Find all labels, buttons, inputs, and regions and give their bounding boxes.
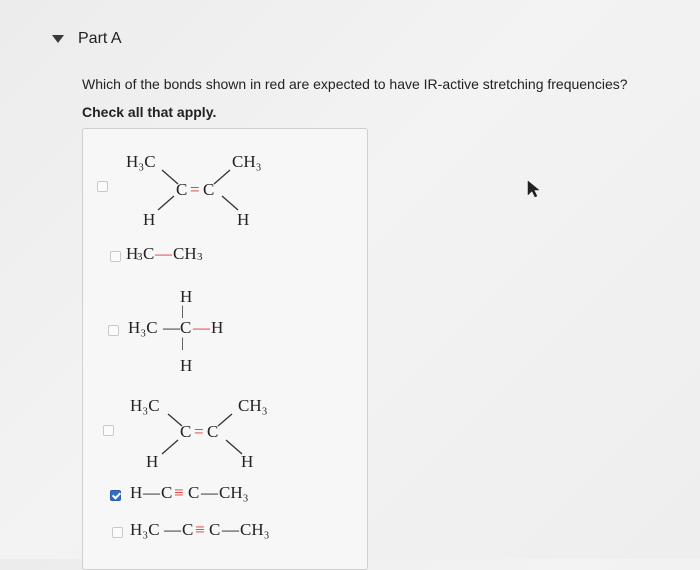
option-3-h3c: H₃C — [128, 318, 158, 337]
option-1-h3c: H₃C — [126, 152, 156, 171]
option-6-ch3: CH₃ — [240, 520, 270, 539]
option-2-h: H — [126, 244, 139, 263]
option-6-dash-1: — — [164, 520, 181, 539]
option-5-ch3: CH₃ — [219, 483, 249, 502]
option-4-c1: C — [180, 422, 192, 441]
option-1-ch3: CH₃ — [232, 152, 262, 171]
option-5-c1: C — [161, 483, 173, 502]
option-3-vertical-bond-top: | — [181, 304, 184, 319]
option-3-vertical-bond-bottom: | — [181, 336, 184, 351]
option-6-c1: C — [182, 520, 194, 539]
option-2-c: C — [143, 244, 155, 263]
option-5-h: H — [130, 483, 143, 502]
option-3-dash: — — [163, 318, 180, 337]
option-1-h-right: H — [237, 210, 250, 229]
option-1-c1: C — [176, 180, 188, 199]
option-6-c2: C — [209, 520, 221, 539]
option-4-h-right: H — [241, 452, 254, 471]
option-4-h-left: H — [146, 452, 159, 471]
option-1-h-left: H — [143, 210, 156, 229]
option-4-ch3: CH₃ — [238, 396, 268, 415]
option-5-triple-bond: ≡ — [174, 483, 184, 502]
option-3-c: C — [180, 318, 192, 337]
option-2-ch: CH — [173, 244, 197, 263]
question-text: Which of the bonds shown in red are expected to have IR-active stretching frequencies? — [82, 76, 628, 92]
option-1-double-bond: = — [190, 180, 200, 199]
mouse-cursor-icon — [527, 180, 541, 198]
option-2-sub3: 3 — [137, 251, 143, 263]
option-4-h3c: H₃C — [130, 396, 160, 415]
option-3-h-bottom: H — [180, 356, 193, 375]
part-title: Part A — [78, 30, 122, 47]
option-3-red-bond: — — [193, 318, 210, 337]
instruction-text: Check all that apply. — [82, 104, 217, 120]
option-5-dash-2: — — [201, 483, 218, 502]
option-3-h-top: H — [180, 287, 193, 306]
option-4-c2: C — [207, 422, 219, 441]
option-5-c2: C — [188, 483, 200, 502]
option-5-checkbox[interactable] — [110, 490, 121, 501]
option-6-h3c: H₃C — [130, 520, 160, 539]
option-5-dash-1: — — [143, 483, 160, 502]
option-3-h-right: H — [211, 318, 224, 337]
option-2-sub3b: 3 — [197, 251, 203, 263]
option-6-dash-2: — — [222, 520, 239, 539]
option-4-double-bond: = — [194, 422, 204, 441]
option-6-checkbox[interactable] — [112, 527, 123, 538]
option-2-single-bond: — — [155, 244, 172, 263]
option-1-c2: C — [203, 180, 215, 199]
option-6-triple-bond: ≡ — [195, 520, 205, 539]
